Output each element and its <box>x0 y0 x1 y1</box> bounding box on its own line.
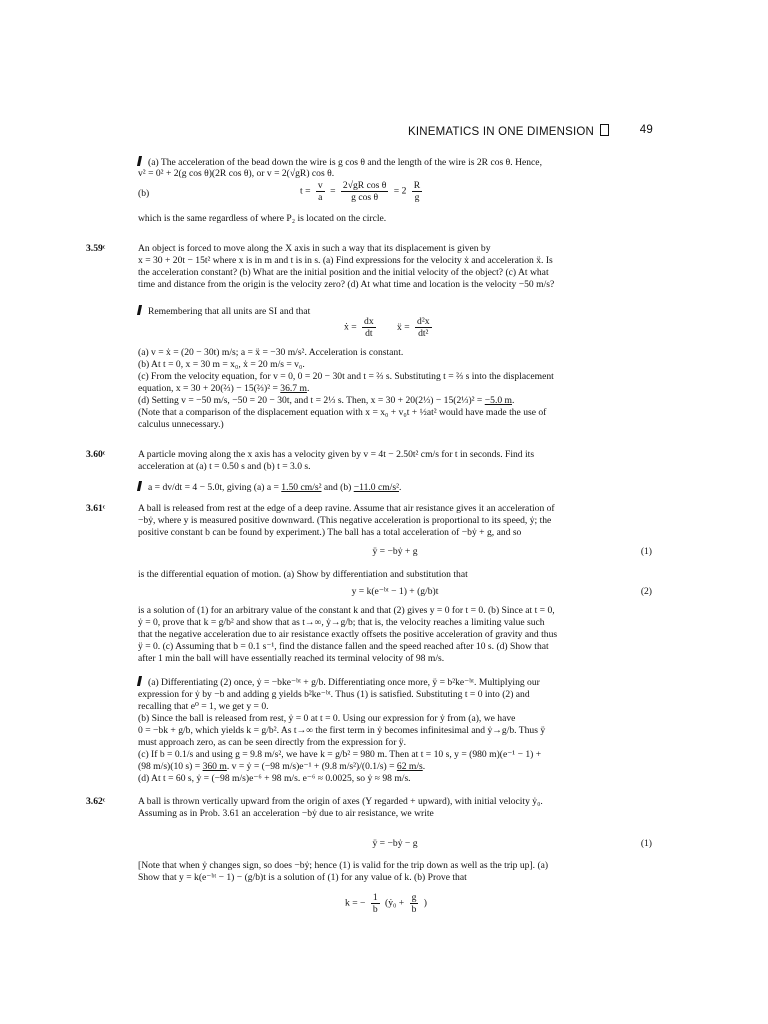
problem-3-60-text: A particle moving along the x axis has a velocity given by v = 4t − 2.50t² cm/s for t in seconds. Find its acceleration at (a) t = 0.50 s and (b) t = 3.0 s. <box>138 449 535 472</box>
problem-number-3-62: 3.62ᶜ <box>86 796 106 807</box>
problem-number-3-61: 3.61ᶜ <box>86 503 106 514</box>
problem-3-62-text-2: [Note that when ẏ changes sign, so does −bẏ; hence (1) is valid for the trip down as well as the trip up]. (a) Show that y = k(e⁻ᵇᵗ − 1) − (g/b)t is a solution of (1) for any value of k. (b) Prove that <box>138 860 549 883</box>
time-equation: t = $\frac{v}{a}$ = $\frac{\text{2√gR cos θ}}{\text{g cos θ}}$ = 2 $\frac{R}{g}$ <box>300 180 421 203</box>
fraction: $\frac{dx}{dt}$ <box>364 316 374 339</box>
running-header <box>408 124 653 138</box>
prev-solution-line2: v² = 0² + 2(g cos θ)(2R cos θ), or v = 2(√gR) cos θ. <box>138 168 335 179</box>
problem-3-62-text: A ball is thrown vertically upward from the origin of axes (Y regarded + upward), with initial velocity ẏ₀. Assuming as in Prob. 3.61 an acceleration −bẏ due to air resistance, we write <box>138 796 543 819</box>
fraction: $\frac{1}{b}$ <box>372 892 378 915</box>
problem-3-61-text-2: is the differential equation of motion. (a) Show by differentiation and substitution that <box>138 569 468 580</box>
solution-3-61: (a) Differentiating (2) once, ẏ = −bke⁻ᵇᵗ + g/b. Differentiating once more, ÿ = b²ke⁻ᵇᵗ. Multiplying our expression for ẏ by −b and adding g yields b²ke⁻ᵇᵗ. Thus (1) is satisfied. Substituting t = 0 into (2) and recalling that e⁰ = 1, we get y = 0. (b) Since the ball is released from rest, ẏ = 0 at t = 0. Using our expression for ẏ from (a), we have 0 = −bk + g/b, which yields k = g/b². As t→∞ the first term in ẏ becomes infinitesimal and ẏ→g/b. Thus ÿ must approach zero, as can be seen directly from the expression for ÿ. (c) If b = 0.1/s and using g = 9.8 m/s², we have k = g/b² = 980 m. Then at t = 10 s, y = (980 m)(e⁻¹ − 1) + (98 m/s)(10 s) = 360 m. v = ẏ = (−98 m/s)e⁻¹ + (9.8 m/s²)/(0.1/s) = 62 m/s. (d) At t = 60 s, ẏ = (−98 m/s)e⁻⁶ + 98 m/s. e⁻⁶ ≈ 0.0025, so ẏ ≈ 98 m/s. <box>138 677 546 784</box>
prev-solution-line1: (a) The acceleration of the bead down the wire is g cos θ and the length of the wire is 2R cos θ. Hence, <box>138 156 652 169</box>
equation-3-62-1: ÿ = −bẏ − g (1) <box>372 838 652 849</box>
solution-marker-icon <box>137 156 142 166</box>
fraction: $\frac{\text{d²x}}{\text{dt²}}$ <box>417 316 430 339</box>
problem-3-61-text: A ball is released from rest at the edge of a deep ravine. Assume that air resistance gives it an acceleration of −bẏ, where y is measured positive downward. (This negative acceleration is proportional to its speed, ẏ; the positive constant b can be found by experiment.) The ball has a total acceleration of −bẏ + g, and so <box>138 503 555 538</box>
solution-marker-icon <box>137 676 142 686</box>
k-equation: k = − $\frac{1}{b}$ (ẏ₀ + $\frac{g}{b}$ ) <box>345 892 427 915</box>
fraction: $\frac{g}{b}$ <box>411 892 417 915</box>
problem-number-3-59: 3.59ᶜ <box>86 243 106 254</box>
bookmark-icon <box>600 124 609 136</box>
solution-3-59-intro: Remembering that all units are SI and that <box>138 305 652 318</box>
solution-marker-icon <box>137 305 142 315</box>
equation-3-61-2: y = k(e⁻ᵇᵗ − 1) + (g/b)t (2) <box>351 586 652 597</box>
problem-3-61-text-3: is a solution of (1) for an arbitrary value of the constant k and that (2) gives y = 0 for t = 0. (b) Since at t = 0, ẏ = 0, prove that k = g/b² and show that as t→∞, ẏ→g/b; that is, the velocity reaches a limiting value such that the negative acceleration due to air resistance exactly offsets the positive acceleration of gravity and thus ÿ = 0. (c) Assuming that b = 0.1 s⁻¹, find the distance fallen and the speed reached after 10 s. (d) Show that after 1 min the ball will have essentially reached its terminal velocity of 98 m/s. <box>138 605 558 664</box>
page-number: 49 <box>639 124 653 136</box>
prev-solution-b-label: (b) <box>138 188 150 199</box>
answer-minus-5: −5.0 m <box>484 395 512 406</box>
solution-3-60: a = dv/dt = 4 − 5.0t, giving (a) a = 1.50 cm/s² and (b) −11.0 cm/s². <box>138 481 652 494</box>
fraction: $\frac{\text{2√gR cos θ}}{\text{g cos θ}}$ <box>342 180 387 203</box>
solution-marker-icon <box>137 481 142 491</box>
problem-3-59-text: An object is forced to move along the X axis in such a way that its displacement is given by x = 30 + 20t − 15t² where x is in m and t is in s. (a) Find expressions for the velocity ẋ and acceleration ẍ. Is the acceleration constant? (b) What are the initial position and the initial velocity of the object? (c) At what time and distance from the origin is the velocity zero? (d) At what time and location is the velocity −50 m/s? <box>138 243 555 290</box>
equation-3-61-1: ÿ = −bẏ + g (1) <box>372 546 652 557</box>
solution-3-59-body: (a) v = ẋ = (20 − 30t) m/s; a = ẍ = −30 m/s². Acceleration is constant. (b) At t = 0, x = 30 m = x₀, ẋ = 20 m/s = v₀. (c) From the velocity equation, for v = 0, 0 = 20 − 30t and t = ⅔ s. Substituting t = ⅔ s into the displacement equation, x = 30 + 20(⅔) − 15(⅔)² = 36.7 m. (d) Setting v = −50 m/s, −50 = 20 − 30t, and t = 2⅓ s. Then, x = 30 + 20(2⅓) − 15(2⅓)² = −5.0 m. (Note that a comparison of the displacement equation with x = x₀ + v₀t + ½at² would have made the use of calculus unnecessary.) <box>138 347 554 430</box>
fraction: $\frac{R}{g}$ <box>413 180 421 203</box>
prev-solution-line3: which is the same regardless of where P₂ is located on the circle. <box>138 213 387 224</box>
problem-number-3-60: 3.60ᶜ <box>86 449 106 460</box>
header-title: KINEMATICS IN ONE DIMENSION <box>408 126 595 138</box>
answer-36-7: 36.7 m <box>280 383 307 394</box>
derivative-definitions: ẋ = $\frac{dx}{dt}$ ẍ = $\frac{\text{d²x}}{\text{dt²}}$ <box>344 316 430 339</box>
fraction: $\frac{v}{a}$ <box>317 180 323 203</box>
